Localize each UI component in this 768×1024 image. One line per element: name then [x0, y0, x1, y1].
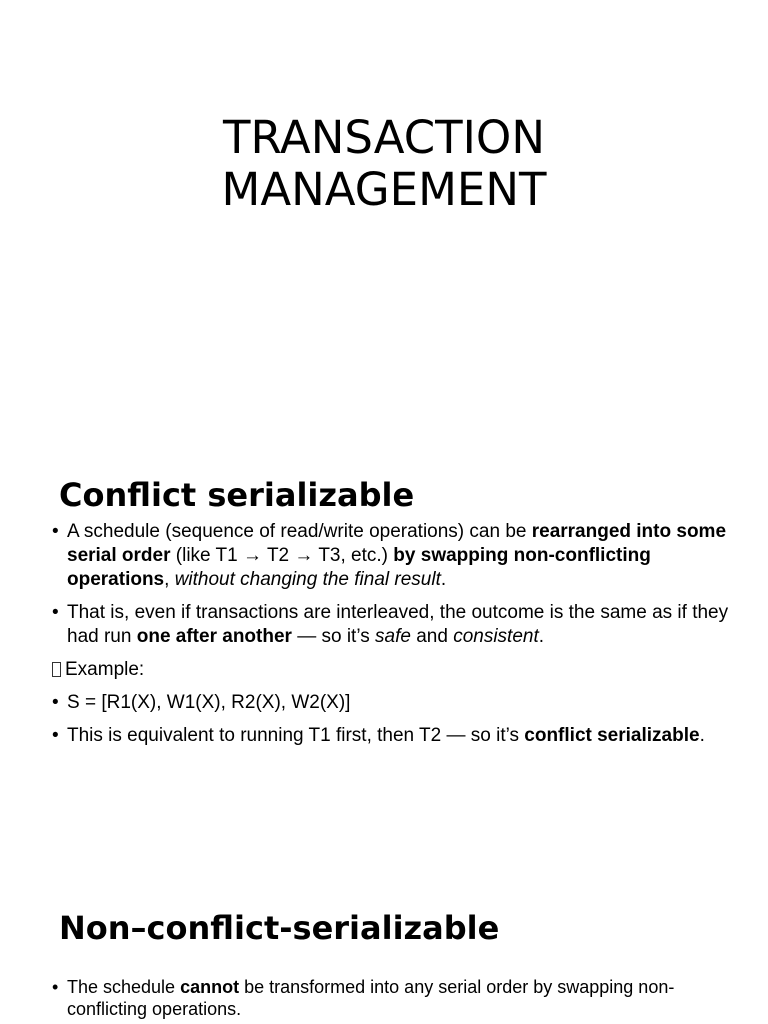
slide-heading: Non–conflict-serializable — [59, 909, 500, 947]
italic-text: safe — [375, 626, 411, 647]
bold-text: conflict serializable — [524, 725, 700, 746]
main-title-line-2: MANAGEMENT — [221, 163, 547, 216]
bullet-text: — so it’s — [291, 626, 375, 647]
conflict-serializable-slide — [0, 440, 768, 870]
bullet-text: . — [699, 725, 705, 746]
main-title-line-1: TRANSACTION — [222, 111, 546, 164]
schedule-example: S = [R1(X), W1(X), R2(X), W2(X)] — [67, 692, 351, 713]
bullet-item — [52, 601, 732, 649]
bullet-dot: • — [52, 977, 59, 997]
bullet-text: be transformed into any serial order by swapping non-conflicting operations. — [67, 977, 675, 1019]
bullet-dot: • — [52, 692, 59, 713]
missing-glyph-icon — [52, 662, 61, 677]
bold-text: one after another — [136, 626, 292, 647]
example-label — [52, 658, 732, 682]
non-conflict-serializable-slide — [0, 870, 768, 1024]
bullet-text: . — [440, 569, 447, 590]
bullet-item — [52, 976, 732, 1020]
bold-text: rearranged into some serial order — [67, 521, 727, 566]
italic-text: consistent — [453, 626, 539, 647]
slide-heading: Conflict serializable — [59, 476, 415, 514]
bullet-dot: • — [52, 725, 59, 746]
bullet-item — [52, 691, 732, 715]
bullet-text: . — [538, 626, 545, 647]
bullet-text: (like T1 → T2 → T3, etc.) — [170, 545, 394, 566]
bullet-item — [52, 520, 732, 592]
bullet-item — [52, 724, 732, 748]
bullet-text: The schedule — [67, 977, 181, 997]
bullet-text: That is, even if transactions are interleaved, the outcome is the same as if they had run — [67, 602, 729, 647]
bullet-text: , — [164, 569, 175, 590]
main-title — [0, 112, 768, 216]
bold-text: by swapping non-conflicting operations — [67, 545, 651, 590]
bullet-text: and — [410, 626, 454, 647]
bold-text: cannot — [180, 977, 240, 997]
title-slide — [0, 0, 768, 440]
bullet-list — [52, 520, 732, 757]
bullet-text: This is equivalent to running T1 first, then T2 — so it’s — [67, 725, 525, 746]
bullet-text: A schedule (sequence of read/write operations) can be — [67, 521, 532, 542]
bullet-dot: • — [52, 602, 59, 623]
bullet-dot: • — [52, 521, 59, 542]
example-label-text: Example: — [65, 659, 145, 680]
italic-text: without changing the final result — [174, 569, 441, 590]
bullet-list — [52, 976, 732, 1024]
